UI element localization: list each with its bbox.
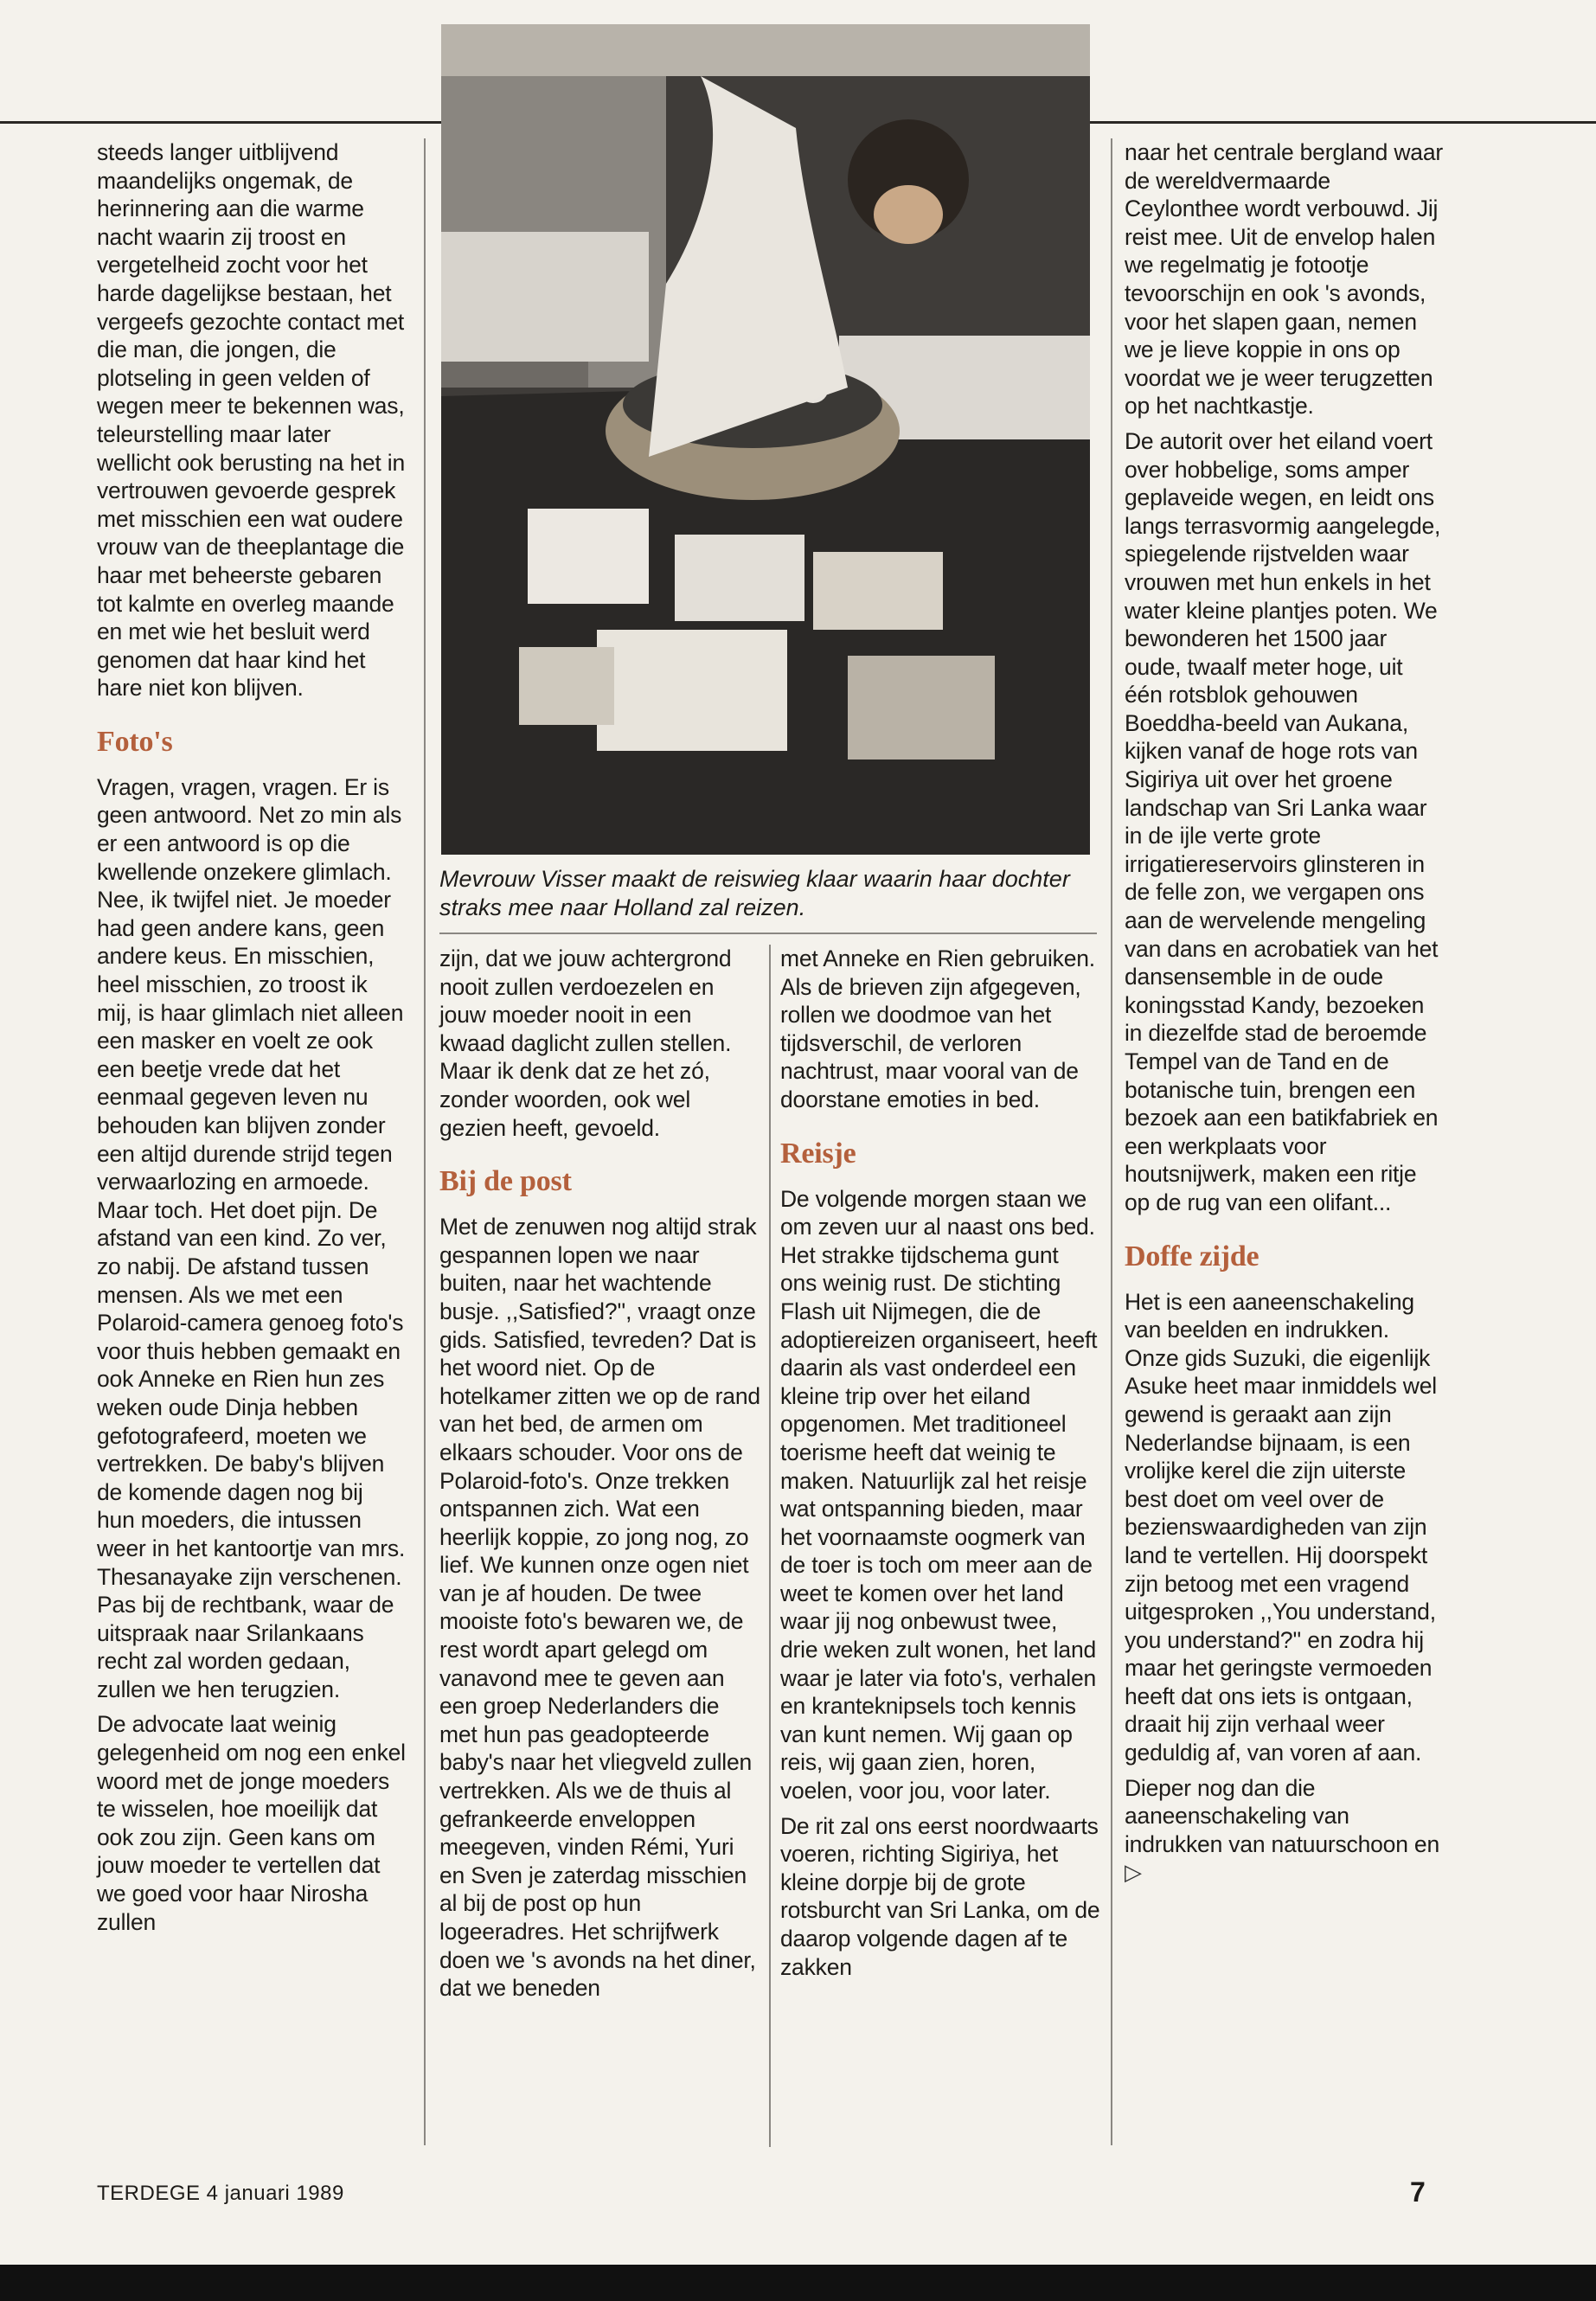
subheading-doffe-zijde: Doffe zijde <box>1125 1240 1259 1272</box>
article-column-4 <box>1125 138 1443 1894</box>
subheading-fotos: Foto's <box>97 725 173 758</box>
article-column-1 <box>97 138 407 1943</box>
article-column-3 <box>780 945 1100 1988</box>
photo-mother-packing-crib <box>441 24 1090 855</box>
article-column-2 <box>439 945 761 2009</box>
subheading-reisje: Reisje <box>780 1137 856 1170</box>
paragraph <box>1125 1774 1443 1887</box>
paragraph: Met de zenuwen nog altijd strak gespannen lopen we naar buiten, naar het wachtende busje. ,,Satisfied?'', vraagt onze gids. Satisfied, tevreden? Dat is het woord niet. Op de hotelkamer zitten we op de rand van het bed, de armen om elkaars schouder. Voor ons de Polaroid-foto's. Onze trekken ontspannen zich. Wat een heerlijk koppie, zo jong nog, zo lief. We kunnen onze ogen niet van je af houden. De twee mooiste foto's bewaren we, de rest wordt apart gelegd om vanavond mee te geven aan een groep Nederlanders die met hun pas geadopteerde baby's naar het vliegveld zullen vertrekken. Als we de thuis al gefrankeerde enveloppen meegeven, vinden Rémi, Yuri en Sven je zaterdag misschien al bij de post op hun logeeradres. Het schrijfwerk doen we 's avonds na het diner, dat we beneden <box>439 1214 760 2002</box>
paragraph: met Anneke en Rien gebruiken. Als de brieven zijn afgegeven, rollen we doodmoe van het tijdsverschil, de verloren nachtrust, maar vooral van de doorstane emoties in bed. <box>780 945 1095 1112</box>
paragraph: De rit zal ons eerst noordwaarts voeren, richting Sigiriya, het kleine dorpje bij de grote rotsburcht van Sri Lanka, om de daarop volgende dagen af te zakken <box>780 1812 1100 1980</box>
paragraph: Vragen, vragen, vragen. Er is geen antwoord. Net zo min als er een antwoord is op die kwellende onzekere glimlach. Nee, ik twijfel niet. Je moeder had geen andere kans, geen andere keus. En misschien, heel misschien, zo troost ik mij, is haar glimlach niet alleen een masker en voelt ze ook een beetje vrede dat het eenmaal gegeven leven nu behouden kan blijven zonder een altijd durende strijd tegen verwaarlozing en armoede. Maar toch. Het doet pijn. De afstand van een kind. Zo ver, zo nabij. De afstand tussen mensen. Als we met een Polaroid-camera genoeg foto's voor thuis hebben gemaakt en ook Anneke en Rien hun zes weken oude Dinja hebben gefotografeerd, moeten we vertrekken. De baby's blijven de komende dagen nog bij hun moeders, die intussen weer in het kantoortje van mrs. Thesanayake zijn verschenen. Pas bij de rechtbank, waar de uitspraak naar Srilankaans recht zal worden gedaan, zullen we hen terugzien. <box>97 773 406 1702</box>
paragraph: steeds langer uitblijvend maandelijks ongemak, de herinnering aan die warme nacht waarin zij troost en vergetelheid zocht voor het harde dagelijkse bestaan, het vergeefs gezochte contact met die man, die jongen, die plotseling in geen velden of wegen meer te bekennen was, teleurstelling maar later wellicht ook berusting na het in vertrouwen gevoerde gesprek met misschien een wat oudere vrouw van de theeplantage die haar met beheerste gebaren tot kalmte en overleg maande en met wie het besluit werd genomen dat haar kind het hare niet kon blijven. <box>97 139 405 702</box>
paragraph: De autorit over het eiland voert over hobbelige, soms amper geplaveide wegen, en leidt ons langs terrasvormig aangelegde, spiegelende rijstvelden waar vrouwen met hun enkels in het water kleine plantjes poten. We bewonderen het 1500 jaar oude, twaalf meter hoge, uit één rotsblok gehouwen Boeddha-beeld van Aukana, kijken vanaf de hoge rots van Sigiriya uit over het groene landschap van Sri Lanka waar in de ijle verte grote irrigatiereservoirs glinsteren in de felle zon, we vergapen ons aan de wervelende mengeling van dans en acrobatiek van het dansensemble in de oude koningsstad Kandy, bezoeken in diezelfde stad de beroemde Tempel van de Tand en de botanische tuin, brengen een bezoek aan een batikfabriek en een werkplaats voor houtsnijwerk, maken een ritje op de rug van een olifant... <box>1125 427 1441 1215</box>
page-number: 7 <box>1410 2176 1426 2208</box>
subheading-bij-de-post: Bij de post <box>439 1165 572 1198</box>
paragraph: De advocate laat weinig gelegenheid om nog een enkel woord met de jonge moeders te wisselen, hoe moeilijk dat ook zou zijn. Geen kans om jouw moeder te vertellen dat we goed voor haar Nirosha zullen <box>97 1711 406 1935</box>
paragraph: naar het centrale bergland waar de wereldvermaarde Ceylonthee wordt verbouwd. Jij reist mee. Uit de envelop halen we regelmatig je fotootje tevoorschijn en ook 's avonds, voor het slapen gaan, nemen we je lieve koppie in ons op voordat we je weer terugzetten op het nachtkastje. <box>1125 139 1443 420</box>
continue-arrow-icon: ▷ <box>1125 1859 1142 1886</box>
paragraph-text: Dieper nog dan die aaneenschakeling van indrukken van natuurschoon en <box>1125 1774 1439 1857</box>
column-rule-2 <box>769 945 771 2147</box>
paragraph: De volgende morgen staan we om zeven uur al naast ons bed. Het strakke tijdschema gunt ons weinig rust. De stichting Flash uit Nijmegen, die de adoptiereizen organiseert, heeft daarin als vast onderdeel een kleine trip over het eiland opgenomen. Met traditioneel toerisme heeft dat weinig te maken. Natuurlijk zal het reisje wat ontspanning bieden, maar het voornaamste oogmerk van de toer is toch om meer aan de weet te komen over het land waar jij nog onbewust twee, drie weken zult wonen, het land waar je later via foto's, verhalen en kranteknipsels toch kennis van kunt nemen. Wij gaan op reis, wij gaan zien, horen, voelen, voor jou, voor later. <box>780 1185 1098 1804</box>
footer-publication: TERDEGE 4 januari 1989 <box>97 2182 344 2205</box>
column-rule-3 <box>1111 138 1112 2145</box>
paragraph: Het is een aaneenschakeling van beelden en indrukken. Onze gids Suzuki, die eigenlijk Asuke heet maar inmiddels wel gewend is geraakt aan zijn Nederlandse bijnaam, is een vrolijke kerel die zijn uiterste best doet om veel over de bezienswaardigheden van zijn land te vertellen. Hij doorspekt zijn betoog met een vragend uitgesproken ,,You understand, you understand?'' en zodra hij maar het geringste vermoeden heeft dat ons iets is ontgaan, draait hij zijn verhaal weer geduldig af, van voren af aan. <box>1125 1288 1437 1766</box>
caption-rule <box>439 933 1097 934</box>
photo-illustration <box>441 24 1090 855</box>
bottom-band <box>0 2265 1596 2301</box>
column-rule-1 <box>424 138 426 2145</box>
photo-caption: Mevrouw Visser maakt de reiswieg klaar waarin haar dochter straks mee naar Holland zal reizen. <box>439 866 1070 920</box>
paragraph: zijn, dat we jouw achtergrond nooit zullen verdoezelen en jouw moeder nooit in een kwaad daglicht zullen stellen. Maar ik denk dat ze het zó, zonder woorden, ook wel gezien heeft, gevoeld. <box>439 945 732 1141</box>
